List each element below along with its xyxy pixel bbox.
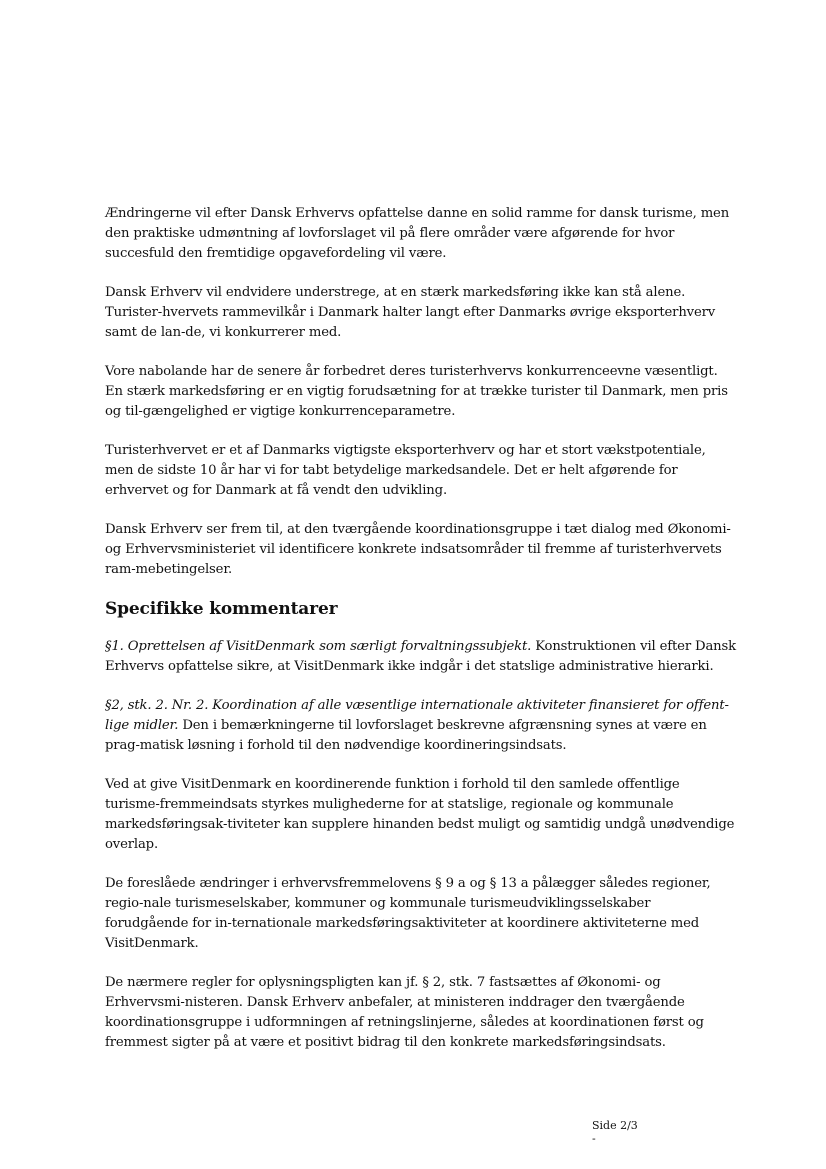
paragraph-outro-3: De nærmere regler for oplysningspligten kan jf. § 2, stk. 7 fastsættes af Økonomi- og Erhvervsmi-nisteren. Dansk Erhverv anbefaler, at ministeren inddrager den tværgående koordinationsgruppe i udformningen af retningslinjerne, således at koordinationen først og fremmest sigter på at være et positivt bidrag til den konkrete markedsføringsindsats.	[105, 975, 704, 1050]
paragraph-intro-4: Turisterhvervet er et af Danmarks vigtigste eksporterhverv og har et stort vækstpotentiale, men de sidste 10 år har vi for tabt betydelige markedsandele. Det er helt afgørende for erhvervet og for Danmark at få vendt den udvikling.	[105, 443, 706, 498]
section-2-lead: §2, stk. 2. Nr. 2. Koordination af alle væsentlige internationale aktiviteter finansieret for offent-lige midler.	[105, 698, 729, 733]
footer-dash: -	[592, 1132, 596, 1145]
paragraph-section-2	[105, 696, 737, 756]
section-1-text: Konstruktionen vil efter Dansk Erhvervs opfattelse sikre, at VisitDenmark ikke indgår i det statslige administrative hierarki.	[105, 639, 736, 674]
paragraph-intro-3: Vore nabolande har de senere år forbedret deres turisterhvervs konkurrenceevne væsentligt. En stærk markedsføring er en vigtig forudsætning for at trække turister til Danmark, men pris og til-gængelighed er vigtige konkurrenceparametre.	[105, 364, 728, 419]
paragraph-intro-1: Ændringerne vil efter Dansk Erhvervs opfattelse danne en solid ramme for dansk turisme, men den praktiske udmøntning af lovforslaget vil på flere områder være afgørende for hvor succesfuld den fremtidige opgavefordeling vil være.	[105, 206, 730, 261]
paragraph-outro-1: Ved at give VisitDenmark en koordinerende funktion i forhold til den samlede offentlige turisme-fremmeindsats styrkes mulighederne for at statslige, regionale og kommunale markedsføringsak-tiviteter kan supplere hinanden bedst muligt og samtidig undgå unødvendige overlap.	[105, 777, 735, 852]
page-number: Side 2/3	[592, 1119, 638, 1132]
paragraph-intro-5: Dansk Erhverv ser frem til, at den tværgående koordinationsgruppe i tæt dialog med Økonomi- og Erhvervsministeriet vil identificere konkrete indsatsområder til fremme af turisterhvervets ram-mebetingelser.	[105, 522, 731, 577]
section-1-lead: §1. Oprettelsen af VisitDenmark som særligt forvaltningssubjekt.	[105, 639, 532, 654]
section-2-text: Den i bemærkningerne til lovforslaget beskrevne afgrænsning synes at være en prag-matisk løsning i forhold til den nødvendige koordineringsindsats.	[105, 718, 707, 753]
paragraph-intro-2: Dansk Erhverv vil endvidere understrege, at en stærk markedsføring ikke kan stå alene. Turister-hvervets rammevilkår i Danmark halter langt efter Danmarks øvrige eksporterhverv samt de lan-de, vi konkurrerer med.	[105, 285, 716, 340]
page-footer	[592, 1119, 638, 1145]
section-heading: Specifikke kommentarer	[105, 599, 338, 619]
document-body	[105, 204, 737, 1053]
paragraph-outro-2: De foreslåede ændringer i erhvervsfremmelovens § 9 a og § 13 a pålægger således regioner, regio-nale turismeselskaber, kommuner og kommunale turismeudviklingsselskaber forudgående for in-ternationale markedsføringsaktiviteter at koordinere aktiviteterne med VisitDenmark.	[105, 876, 711, 951]
paragraph-section-1	[105, 637, 737, 677]
